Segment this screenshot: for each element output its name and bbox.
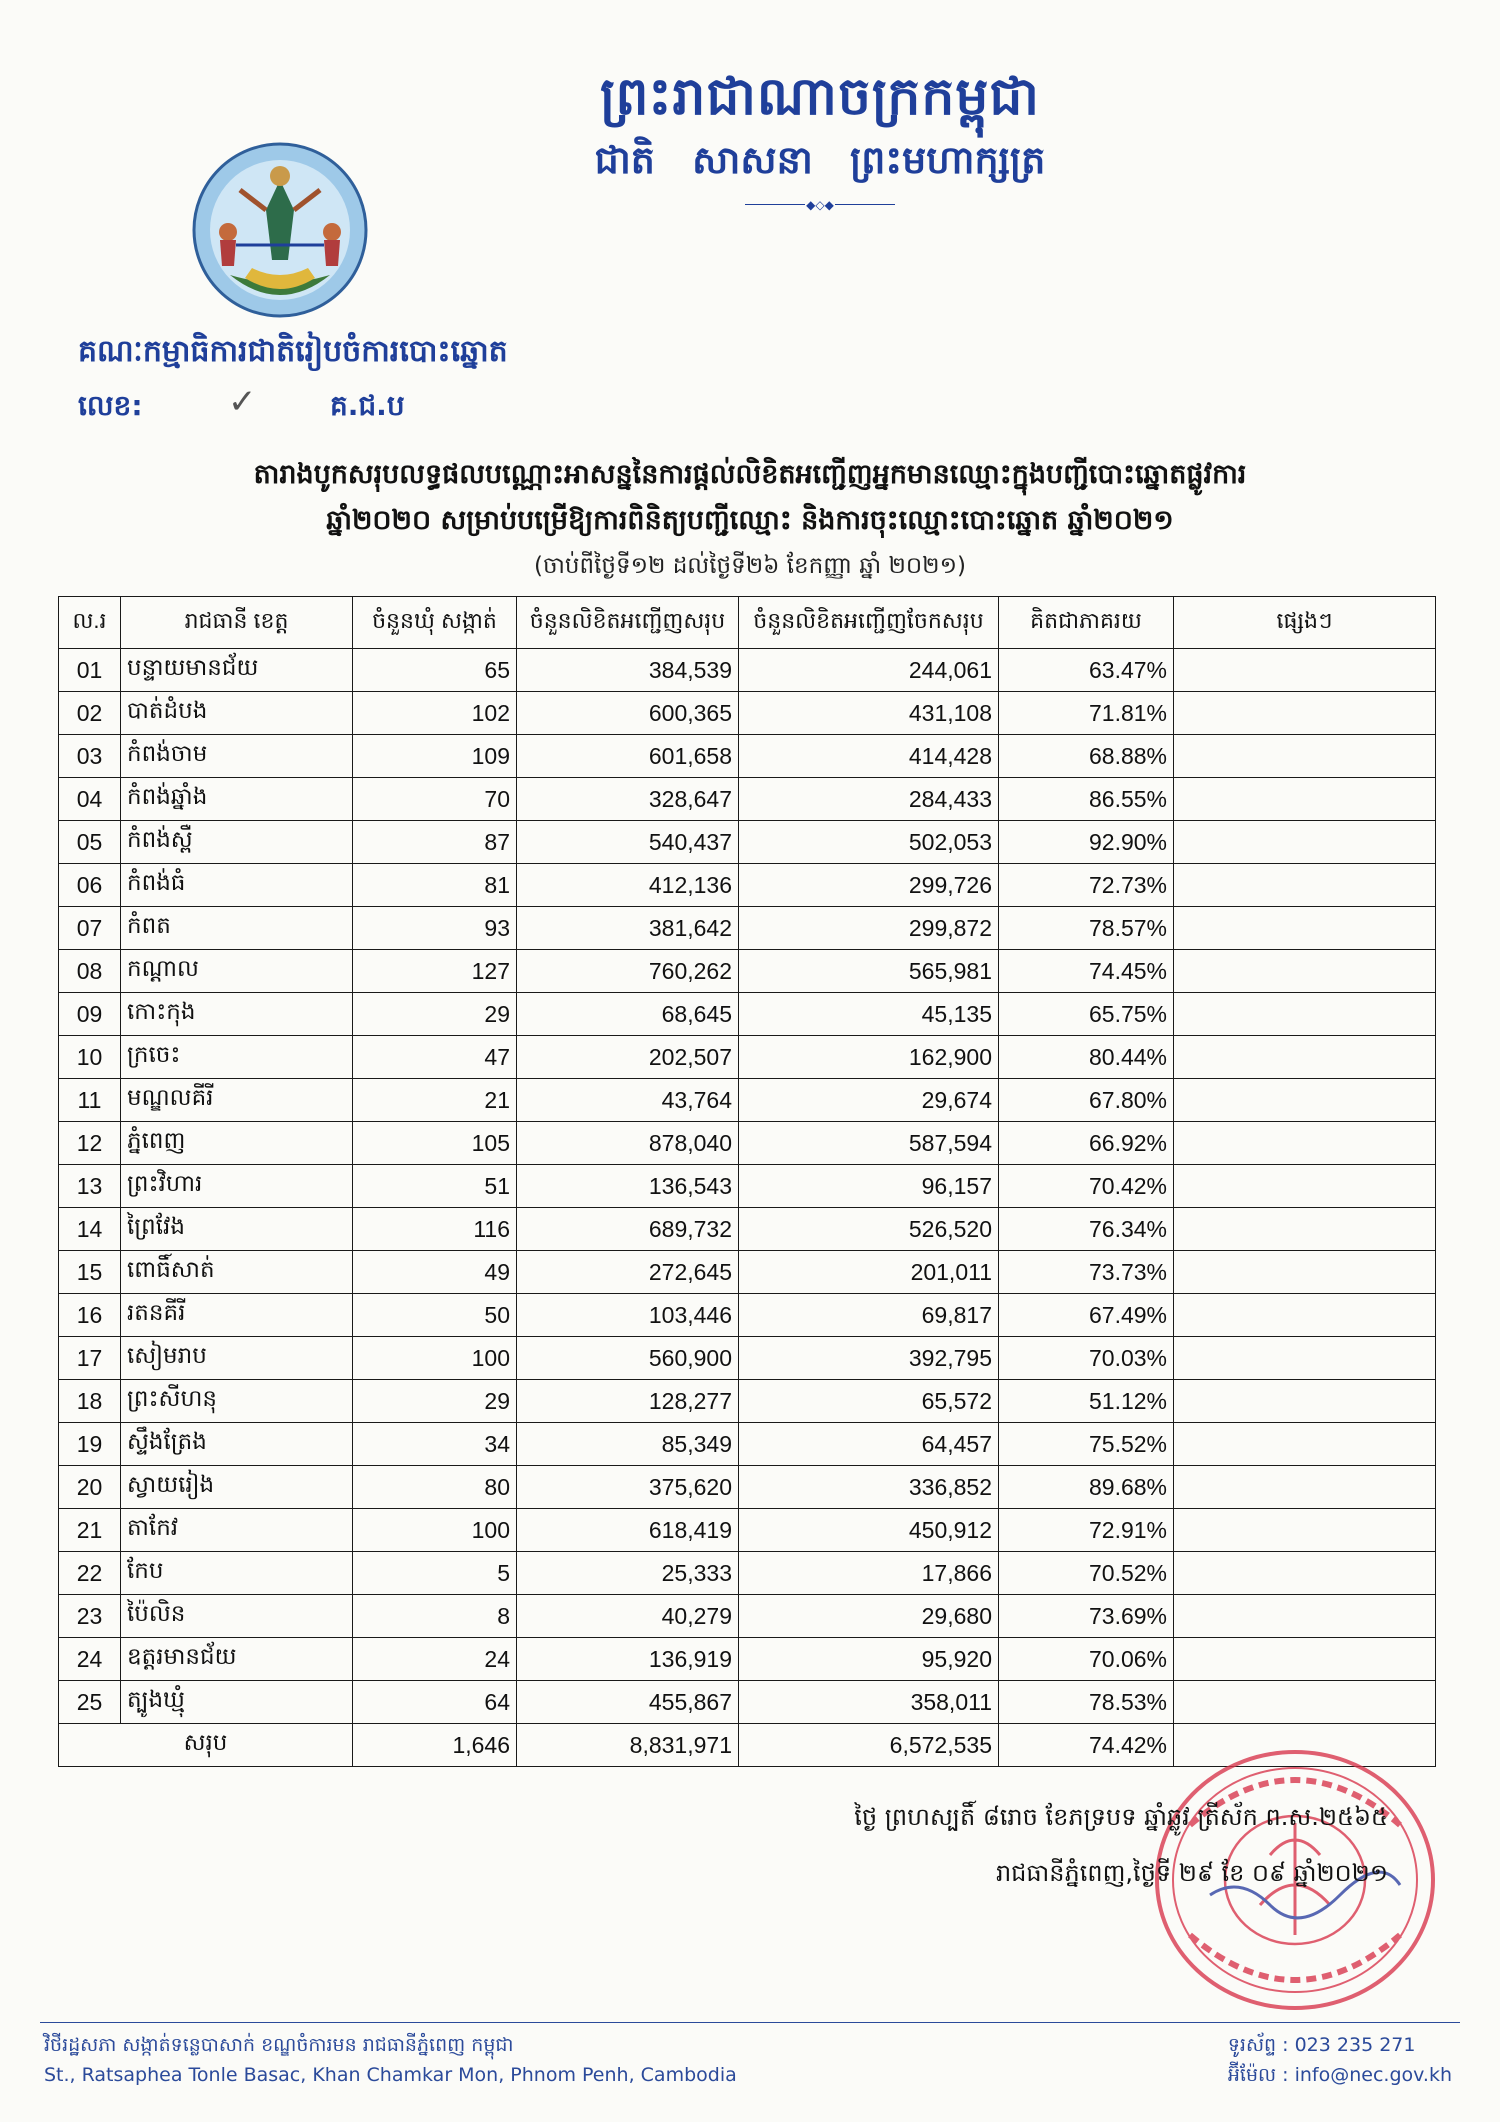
total-invitations: 878,040 (517, 1122, 739, 1165)
communes-count: 70 (353, 778, 517, 821)
distributed-invitations: 526,520 (739, 1208, 999, 1251)
row-number: 01 (59, 649, 121, 692)
distributed-invitations: 358,011 (739, 1681, 999, 1724)
communes-count: 5 (353, 1552, 517, 1595)
other-notes (1174, 1036, 1436, 1079)
percentage: 74.45% (999, 950, 1174, 993)
province-name: កោះកុង (121, 993, 353, 1036)
other-notes (1174, 907, 1436, 950)
other-notes (1174, 1509, 1436, 1552)
province-name: កណ្តាល (121, 950, 353, 993)
other-notes (1174, 1681, 1436, 1724)
total-invitations: 128,277 (517, 1380, 739, 1423)
other-notes (1174, 1294, 1436, 1337)
other-notes (1174, 1337, 1436, 1380)
distributed-invitations: 162,900 (739, 1036, 999, 1079)
total-invitations: 601,658 (517, 735, 739, 778)
column-header: ល.រ (59, 597, 121, 649)
other-notes (1174, 950, 1436, 993)
communes-count: 51 (353, 1165, 517, 1208)
total-invitations: 328,647 (517, 778, 739, 821)
total-invitations: 560,900 (517, 1337, 739, 1380)
column-header: គិតជាភាគរយ (999, 597, 1174, 649)
other-notes (1174, 649, 1436, 692)
province-name: ព្រះវិហារ (121, 1165, 353, 1208)
other-notes (1174, 993, 1436, 1036)
total-invitations: 375,620 (517, 1466, 739, 1509)
column-header: ចំនួនឃុំ សង្កាត់ (353, 597, 517, 649)
other-notes (1174, 1423, 1436, 1466)
other-notes (1174, 821, 1436, 864)
row-number: 09 (59, 993, 121, 1036)
row-number: 04 (59, 778, 121, 821)
other-notes (1174, 864, 1436, 907)
row-number: 14 (59, 1208, 121, 1251)
other-notes (1174, 1595, 1436, 1638)
other-notes (1174, 1122, 1436, 1165)
column-header: ចំនួនលិខិតអញ្ជើញចែកសរុប (739, 597, 999, 649)
distributed-invitations: 299,726 (739, 864, 999, 907)
distributed-invitations: 45,135 (739, 993, 999, 1036)
table-row (59, 993, 1436, 1036)
percentage: 73.73% (999, 1251, 1174, 1294)
total-invitations: 689,732 (517, 1208, 739, 1251)
table-row (59, 649, 1436, 692)
kingdom-motto: ជាតិ សាសនា ព្រះមហាក្សត្រ (594, 137, 1046, 182)
email-address: អ៊ីម៉ែល : info@nec.gov.kh (1227, 2064, 1452, 2086)
percentage: 51.12% (999, 1380, 1174, 1423)
table-row (59, 1165, 1436, 1208)
column-header: ផ្សេងៗ (1174, 597, 1436, 649)
percentage: 70.42% (999, 1165, 1174, 1208)
distributed-invitations: 414,428 (739, 735, 999, 778)
province-name: សៀមរាប (121, 1337, 353, 1380)
communes-count: 87 (353, 821, 517, 864)
document-title (60, 452, 1440, 544)
total-invitations: 136,919 (517, 1638, 739, 1681)
percentage: 67.80% (999, 1079, 1174, 1122)
distributed-invitations: 29,680 (739, 1595, 999, 1638)
row-number: 24 (59, 1638, 121, 1681)
other-notes (1174, 1208, 1436, 1251)
province-name: បាត់ដំបង (121, 692, 353, 735)
distributed-invitations: 299,872 (739, 907, 999, 950)
communes-count: 100 (353, 1337, 517, 1380)
table-row (59, 1251, 1436, 1294)
row-number: 11 (59, 1079, 121, 1122)
other-notes (1174, 735, 1436, 778)
kingdom-title: ព្រះរាជាណាចក្រកម្ពុជា (600, 66, 1040, 127)
percentage: 86.55% (999, 778, 1174, 821)
percentage: 68.88% (999, 735, 1174, 778)
ornament-divider: ◆◇◆ (745, 198, 895, 212)
province-name: ត្បូងឃ្មុំ (121, 1681, 353, 1724)
communes-count: 80 (353, 1466, 517, 1509)
distributed-invitations: 96,157 (739, 1165, 999, 1208)
table-row (59, 1337, 1436, 1380)
phone-number: ទូរស័ព្ទ : 023 235 271 (1227, 2034, 1416, 2056)
row-number: 12 (59, 1122, 121, 1165)
distributed-invitations: 587,594 (739, 1122, 999, 1165)
organization-name: គណៈកម្មាធិការជាតិរៀបចំការបោះឆ្នោត (78, 334, 508, 369)
table-row (59, 1509, 1436, 1552)
table-row (59, 778, 1436, 821)
percentage: 75.52% (999, 1423, 1174, 1466)
total-label: សរុប (59, 1724, 353, 1767)
percentage: 70.06% (999, 1638, 1174, 1681)
row-number: 15 (59, 1251, 121, 1294)
distributed-invitations: 65,572 (739, 1380, 999, 1423)
distributed-invitations: 201,011 (739, 1251, 999, 1294)
lunar-date-line: ថ្ងៃ ព្រហស្បតិ៍ ៨រោច ខែភទ្របទ ឆ្នាំឆ្លូវ ត្រីស័ក ព.ស.២៥៦៥ (854, 1803, 1388, 1831)
percentage: 71.81% (999, 692, 1174, 735)
row-number: 06 (59, 864, 121, 907)
kingdom-heading (560, 62, 1080, 212)
percentage: 70.03% (999, 1337, 1174, 1380)
distributed-invitations: 29,674 (739, 1079, 999, 1122)
row-number: 22 (59, 1552, 121, 1595)
percentage: 89.68% (999, 1466, 1174, 1509)
table-header-row (59, 597, 1436, 649)
province-name: តាកែវ (121, 1509, 353, 1552)
province-name: កែប (121, 1552, 353, 1595)
communes-count: 47 (353, 1036, 517, 1079)
column-header: រាជធានី ខេត្ត (121, 597, 353, 649)
total-invitations: 455,867 (517, 1681, 739, 1724)
distributed-invitations: 284,433 (739, 778, 999, 821)
table-row (59, 821, 1436, 864)
communes-count: 65 (353, 649, 517, 692)
communes-count: 81 (353, 864, 517, 907)
row-number: 21 (59, 1509, 121, 1552)
total-invitations: 40,279 (517, 1595, 739, 1638)
table-row (59, 1466, 1436, 1509)
table-row (59, 1638, 1436, 1681)
total-invitations: 136,543 (517, 1165, 739, 1208)
total-invitations: 540,437 (517, 821, 739, 864)
nec-logo (190, 140, 370, 320)
other-notes (1174, 1079, 1436, 1122)
province-name: ស្ទឹងត្រែង (121, 1423, 353, 1466)
total-invitations: 43,764 (517, 1079, 739, 1122)
footer-divider (40, 2022, 1460, 2023)
communes-count: 29 (353, 993, 517, 1036)
distributed-invitations: 502,053 (739, 821, 999, 864)
distributed-invitations: 565,981 (739, 950, 999, 993)
table-row (59, 1036, 1436, 1079)
table-row (59, 735, 1436, 778)
document-number (78, 382, 438, 428)
total-invitations: 618,419 (517, 1509, 739, 1552)
distributed-invitations: 64,457 (739, 1423, 999, 1466)
percentage: 78.53% (999, 1681, 1174, 1724)
row-number: 20 (59, 1466, 121, 1509)
document-number-code: គ.ជ.ប (330, 389, 405, 422)
summary-table (58, 596, 1436, 1767)
province-name: ព្រៃវែង (121, 1208, 353, 1251)
province-name: ប៉ៃលិន (121, 1595, 353, 1638)
percentage: 72.73% (999, 864, 1174, 907)
distributed-invitations: 431,108 (739, 692, 999, 735)
table-row (59, 1079, 1436, 1122)
table-row (59, 692, 1436, 735)
table-row (59, 1294, 1436, 1337)
other-notes (1174, 1165, 1436, 1208)
communes-count: 105 (353, 1122, 517, 1165)
row-number: 05 (59, 821, 121, 864)
handwritten-check-mark: ✓ (228, 382, 257, 422)
total-invitations: 384,539 (517, 649, 739, 692)
distributed-invitations: 392,795 (739, 1337, 999, 1380)
province-name: ព្រះសីហនុ (121, 1380, 353, 1423)
column-header: ចំនួនលិខិតអញ្ជើញសរុប (517, 597, 739, 649)
percentage: 78.57% (999, 907, 1174, 950)
other-notes (1174, 1552, 1436, 1595)
province-name: កំពង់ធំ (121, 864, 353, 907)
province-name: ពោធិ៍សាត់ (121, 1251, 353, 1294)
date-range-subtitle: (ចាប់ពីថ្ងៃទី១២ ដល់ថ្ងៃទី២៦ ខែកញ្ញា ឆ្នាំ ២០២១) (534, 553, 966, 579)
other-notes (1174, 1638, 1436, 1681)
total-invitations: 760,262 (517, 950, 739, 993)
total-invitations: 272,645 (517, 1251, 739, 1294)
footer-contact (1228, 2030, 1452, 2090)
distributed-invitations: 336,852 (739, 1466, 999, 1509)
province-name: កំពង់ឆ្នាំង (121, 778, 353, 821)
province-name: រតនគីរី (121, 1294, 353, 1337)
province-name: កំពត (121, 907, 353, 950)
province-name: បន្ទាយមានជ័យ (121, 649, 353, 692)
total-invitations: 8,831,971 (517, 1724, 739, 1767)
total-invitations: 103,446 (517, 1294, 739, 1337)
table-row (59, 1423, 1436, 1466)
table-row (59, 1208, 1436, 1251)
communes-count: 100 (353, 1509, 517, 1552)
province-name: កំពង់ចាម (121, 735, 353, 778)
percentage: 66.92% (999, 1122, 1174, 1165)
percentage: 67.49% (999, 1294, 1174, 1337)
total-invitations: 68,645 (517, 993, 739, 1036)
province-name: ភ្នំពេញ (121, 1122, 353, 1165)
row-number: 23 (59, 1595, 121, 1638)
total-invitations: 85,349 (517, 1423, 739, 1466)
row-number: 03 (59, 735, 121, 778)
total-invitations: 600,365 (517, 692, 739, 735)
province-name: ស្វាយរៀង (121, 1466, 353, 1509)
document-title-line-1: តារាងបូកសរុបលទ្ធផលបណ្ណោះអាសន្ននៃការផ្តល់លិខិតអញ្ជើញអ្នកមានឈ្មោះក្នុងបញ្ជីបោះឆ្នោតផ្លូវការ (253, 459, 1247, 490)
province-name: ឧត្តរមានជ័យ (121, 1638, 353, 1681)
distributed-invitations: 244,061 (739, 649, 999, 692)
row-number: 19 (59, 1423, 121, 1466)
document-number-label: លេខ: (78, 389, 143, 422)
total-distributed: 6,572,535 (739, 1724, 999, 1767)
total-communes: 1,646 (353, 1724, 517, 1767)
percentage: 63.47% (999, 649, 1174, 692)
address-english: St., Ratsaphea Tonle Basac, Khan Chamkar Mon, Phnom Penh, Cambodia (44, 2064, 737, 2086)
other-notes (1174, 1380, 1436, 1423)
row-number: 17 (59, 1337, 121, 1380)
communes-count: 64 (353, 1681, 517, 1724)
communes-count: 21 (353, 1079, 517, 1122)
table-row (59, 864, 1436, 907)
total-invitations: 381,642 (517, 907, 739, 950)
row-number: 16 (59, 1294, 121, 1337)
solar-date-line: រាជធានីភ្នំពេញ,ថ្ងៃទី ២៩ ខែ ០៩ ឆ្នាំ២០២១ (995, 1859, 1388, 1887)
communes-count: 49 (353, 1251, 517, 1294)
table-row (59, 907, 1436, 950)
table-body (59, 649, 1436, 1724)
distributed-invitations: 95,920 (739, 1638, 999, 1681)
communes-count: 29 (353, 1380, 517, 1423)
row-number: 08 (59, 950, 121, 993)
province-name: មណ្ឌលគីរី (121, 1079, 353, 1122)
table-row (59, 1595, 1436, 1638)
communes-count: 102 (353, 692, 517, 735)
distributed-invitations: 69,817 (739, 1294, 999, 1337)
row-number: 13 (59, 1165, 121, 1208)
row-number: 07 (59, 907, 121, 950)
other-notes (1174, 778, 1436, 821)
distributed-invitations: 450,912 (739, 1509, 999, 1552)
communes-count: 93 (353, 907, 517, 950)
communes-count: 34 (353, 1423, 517, 1466)
percentage: 70.52% (999, 1552, 1174, 1595)
address-khmer: វិថីរដ្ឋសភា សង្កាត់ទន្លេបាសាក់ ខណ្ឌចំការមន រាជធានីភ្នំពេញ កម្ពុជា (44, 2034, 514, 2056)
total-invitations: 202,507 (517, 1036, 739, 1079)
province-name: កំពង់ស្ពឺ (121, 821, 353, 864)
table-row (59, 1122, 1436, 1165)
percentage: 72.91% (999, 1509, 1174, 1552)
total-percent: 74.42% (999, 1724, 1174, 1767)
distributed-invitations: 17,866 (739, 1552, 999, 1595)
communes-count: 24 (353, 1638, 517, 1681)
other-notes (1174, 1251, 1436, 1294)
communes-count: 127 (353, 950, 517, 993)
other-notes (1174, 1466, 1436, 1509)
percentage: 65.75% (999, 993, 1174, 1036)
percentage: 92.90% (999, 821, 1174, 864)
row-number: 18 (59, 1380, 121, 1423)
row-number: 25 (59, 1681, 121, 1724)
table-row (59, 1552, 1436, 1595)
percentage: 80.44% (999, 1036, 1174, 1079)
table-row (59, 1681, 1436, 1724)
communes-count: 50 (353, 1294, 517, 1337)
total-invitations: 412,136 (517, 864, 739, 907)
row-number: 02 (59, 692, 121, 735)
percentage: 76.34% (999, 1208, 1174, 1251)
row-number: 10 (59, 1036, 121, 1079)
communes-count: 109 (353, 735, 517, 778)
province-name: ក្រចេះ (121, 1036, 353, 1079)
percentage: 73.69% (999, 1595, 1174, 1638)
communes-count: 116 (353, 1208, 517, 1251)
document-title-line-2: ឆ្នាំ២០២០ សម្រាប់បម្រើឱ្យការពិនិត្យបញ្ជីឈ្មោះ និងការចុះឈ្មោះបោះឆ្នោត ឆ្នាំ២០២១ (326, 505, 1174, 536)
other-notes (1174, 692, 1436, 735)
table-row (59, 1380, 1436, 1423)
footer-address (44, 2030, 737, 2090)
communes-count: 8 (353, 1595, 517, 1638)
total-invitations: 25,333 (517, 1552, 739, 1595)
table-row (59, 950, 1436, 993)
